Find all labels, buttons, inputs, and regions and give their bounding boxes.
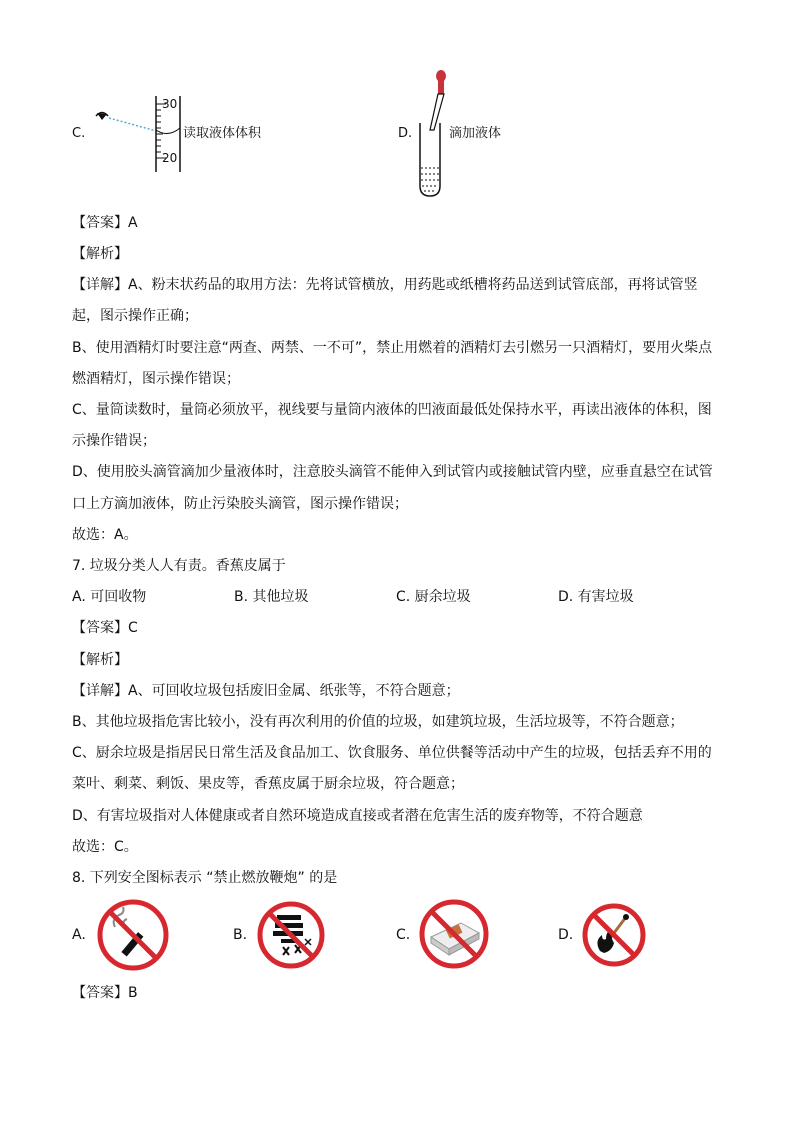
- q6-detail-line: 示操作错误；: [72, 433, 156, 449]
- q6-detail-line: 起，图示操作正确；: [72, 308, 198, 324]
- q6-detail-line: C、量筒读数时，量筒必须放平，视线要与量筒内液体的凹液面最低处保持水平，再读出液体的体积，图: [72, 402, 712, 418]
- q7-detail-line: C、厨余垃圾是指居民日常生活及食品加工、饮食服务、单位供餐等活动中产生的垃圾，包括丢弃不用的: [72, 745, 712, 761]
- q6-detail-line: B、使用酒精灯时要注意“两查、两禁、一不可”，禁止用燃着的酒精灯去引燃另一只酒精灯，要用火柴点: [72, 340, 713, 356]
- q7-option-d: D. 有害垃圾: [558, 589, 634, 605]
- q8-option-a: A.: [72, 927, 86, 943]
- option-c-caption: 读取液体体积: [183, 126, 262, 141]
- q6-answer: 【答案】A: [72, 215, 138, 231]
- no-smoking-sign-icon: [95, 897, 171, 973]
- option-d-caption: 滴加液体: [449, 126, 502, 141]
- q8-option-b: B.: [233, 927, 248, 943]
- tick-label-30: 30: [162, 97, 178, 111]
- q6-detail-line: D、使用胶头滴管滴加少量液体时，注意胶头滴管不能伸入到试管内或接触试管内壁，应垂直悬空在试管: [72, 464, 713, 480]
- q6-conclusion: 故选：A。: [72, 527, 138, 543]
- q6-analysis-heading: 【解析】: [72, 246, 128, 262]
- option-d-label: D.: [398, 126, 413, 141]
- q8-question: 8. 下列安全图标表示 “禁止燃放鞭炮” 的是: [72, 870, 338, 886]
- q7-detail-line: D、有害垃圾指对人体健康或者自然环境造成直接或者潜在危害生活的废弃物等，不符合题意: [72, 808, 643, 824]
- q8-option-c: C.: [396, 927, 411, 943]
- q7-option-b: B. 其他垃圾: [234, 589, 309, 605]
- q7-detail-line: B、其他垃圾指危害比较小，没有再次利用的价值的垃圾，如建筑垃圾，生活垃圾等，不符合题意；: [72, 714, 684, 730]
- tick-label-20: 20: [162, 151, 178, 165]
- q6-detail-line: 口上方滴加液体，防止污染胶头滴管，图示操作错误；: [72, 496, 408, 512]
- q7-detail-line: 菜叶、剩菜、剩饭、果皮等，香蕉皮属于厨余垃圾，符合题意；: [72, 776, 464, 792]
- no-firecrackers-sign-icon: [255, 899, 327, 971]
- q7-option-c: C. 厨余垃圾: [396, 589, 471, 605]
- q8-option-d: D.: [558, 927, 574, 943]
- q7-detail-line: 【详解】A、可回收垃圾包括废旧金属、纸张等，不符合题意；: [72, 683, 460, 699]
- q7-answer: 【答案】C: [72, 620, 138, 636]
- eye-icon: [96, 113, 108, 121]
- no-matches-sign-icon: [417, 897, 491, 971]
- q6-detail-line: 【详解】A、粉末状药品的取用方法：先将试管横放，用药匙或纸槽将药品送到试管底部，再将试管竖: [72, 277, 698, 293]
- no-open-flame-sign-icon: [580, 901, 648, 969]
- q8-answer: 【答案】B: [72, 985, 138, 1001]
- q7-analysis-heading: 【解析】: [72, 652, 128, 668]
- option-c-label: C.: [72, 126, 86, 141]
- q6-detail-line: 燃酒精灯，图示操作错误；: [72, 371, 240, 387]
- q7-option-a: A. 可回收物: [72, 589, 147, 605]
- q7-conclusion: 故选：C。: [72, 839, 138, 855]
- q7-question: 7. 垃圾分类人人有责。香蕉皮属于: [72, 558, 286, 574]
